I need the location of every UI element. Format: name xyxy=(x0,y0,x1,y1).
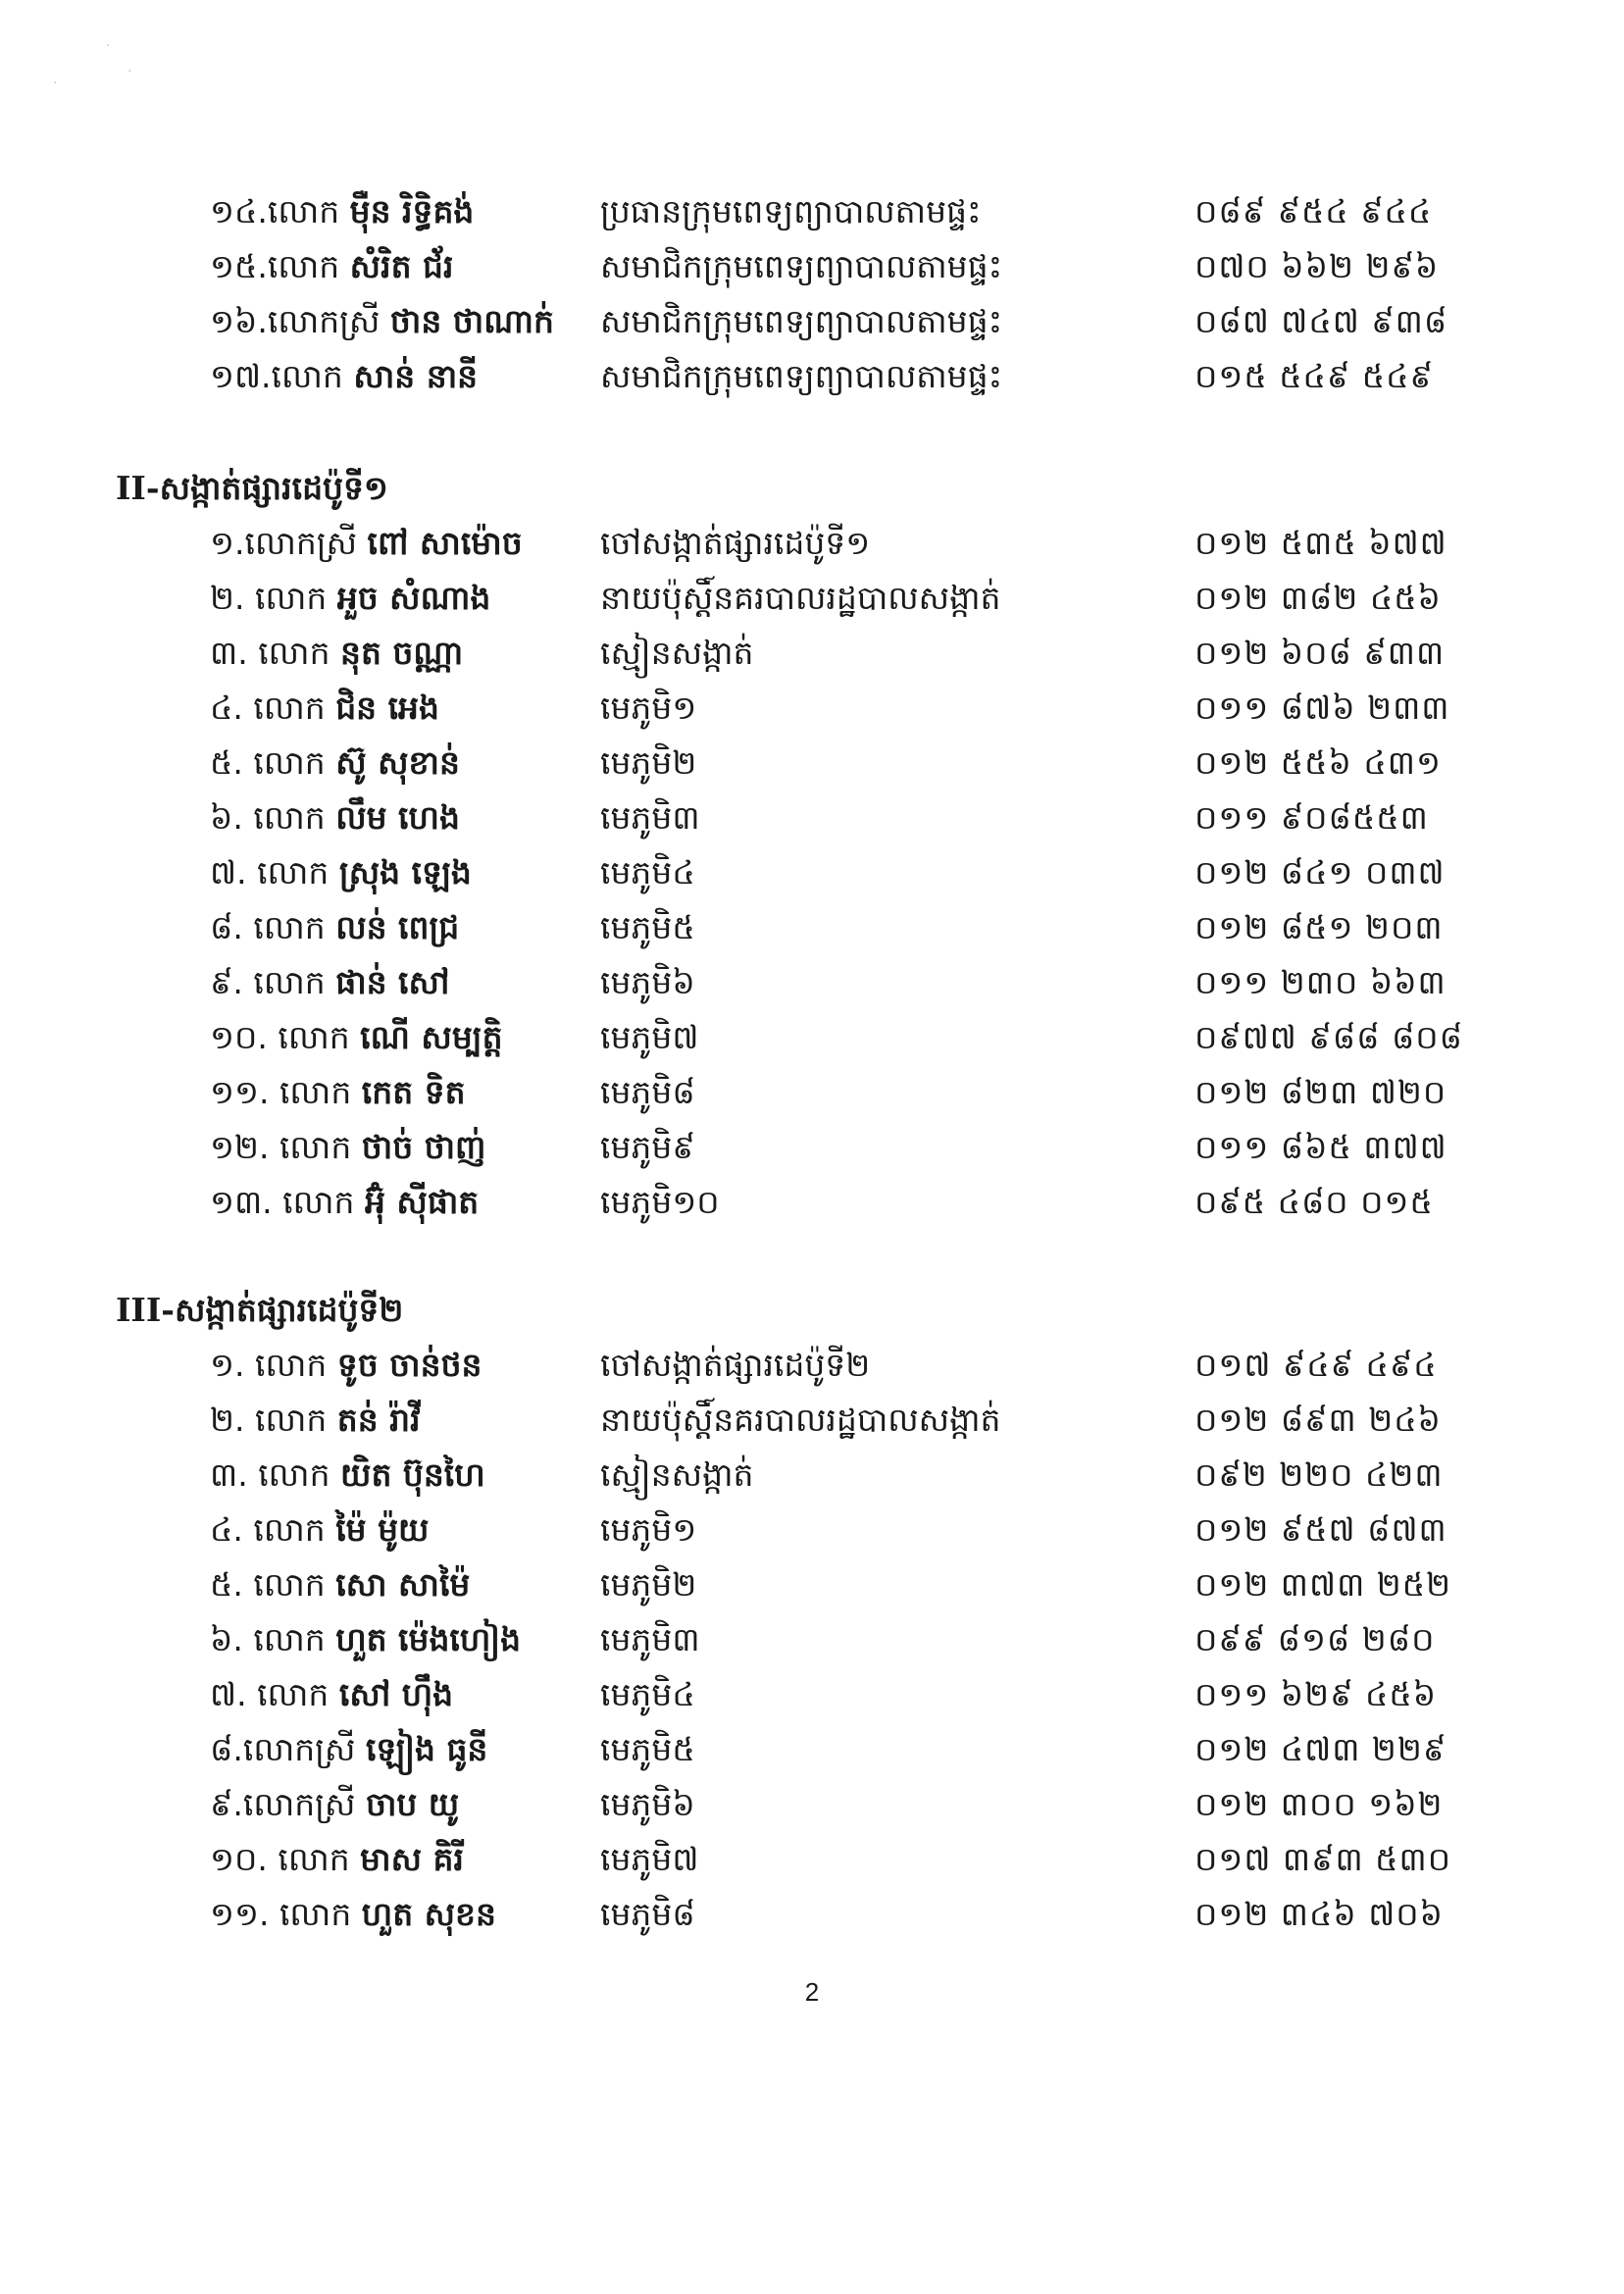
row-role: មេភូមិ៧ xyxy=(600,1018,699,1056)
row-title: លោក xyxy=(253,1620,326,1658)
row-phone: ០១១ ២៣០ ៦៦៣ xyxy=(1194,963,1446,1001)
row-role: មេភូមិ៤ xyxy=(600,853,695,892)
table-row xyxy=(0,1120,1624,1175)
row-title: លោក xyxy=(254,1401,328,1439)
row-number: ៩. xyxy=(210,963,243,1001)
row-title: លោក xyxy=(253,1565,326,1604)
row-number: ៨. xyxy=(210,908,243,946)
row-title: លោក xyxy=(253,743,326,782)
row-phone: ០១២ ៨៩៣ ២៤៦ xyxy=(1194,1401,1442,1439)
row-role: សមាជិកក្រុមពេទ្យព្យាបាលតាមផ្ទះ xyxy=(600,302,1003,340)
row-title: លោក xyxy=(282,1183,355,1221)
row-name: ថាន ថាណាក់ xyxy=(389,302,554,340)
row-name: លឹម ហេង xyxy=(335,798,460,837)
row-phone: ០៨៩ ៩៥៤ ៩៤៤ xyxy=(1194,192,1433,230)
row-name: កេត ទិត xyxy=(361,1073,466,1111)
row-number: ១៥. xyxy=(210,247,268,285)
table-row xyxy=(0,1612,1624,1667)
row-phone: ០១២ ៣៨២ ៤៥៦ xyxy=(1194,579,1442,617)
row-number: ១១. xyxy=(210,1895,270,1933)
row-title: លោកស្រី xyxy=(267,302,381,340)
table-row xyxy=(0,1175,1624,1230)
table-row xyxy=(0,184,1624,239)
table-row xyxy=(0,571,1624,626)
row-phone: ០១១ ៨៦៥ ៣៧៧ xyxy=(1194,1128,1447,1166)
table-row xyxy=(0,1722,1624,1777)
row-role: មេភូមិ១០ xyxy=(600,1183,720,1221)
row-name: អ៊ុំ ស៊ីផាត xyxy=(365,1183,480,1221)
row-role: មេភូមិ៨ xyxy=(600,1895,695,1933)
row-phone: ០១៧ ៣៩៣ ៥៣០ xyxy=(1194,1840,1452,1878)
row-title: លោក xyxy=(253,1510,326,1549)
row-title: លោក xyxy=(253,798,326,837)
row-phone: ០១២ ៣៧៣ ២៥២ xyxy=(1194,1565,1452,1604)
table-row xyxy=(0,1065,1624,1120)
row-number: ៣. xyxy=(210,1455,248,1494)
row-number: ១៣. xyxy=(210,1183,273,1221)
row-role: មេភូមិ៨ xyxy=(600,1073,695,1111)
row-name: ហួត ម៉េងហៀង xyxy=(335,1620,522,1658)
row-number: ៤. xyxy=(210,1510,243,1549)
row-phone: ០១១ ៩០៨៥៥៣ xyxy=(1194,798,1429,837)
row-role: មេភូមិ២ xyxy=(600,1565,697,1604)
row-name: ជិន អេង xyxy=(335,688,439,727)
row-role: ចៅសង្កាត់ផ្សារដេប៉ូទី១ xyxy=(600,524,871,562)
table-row xyxy=(0,239,1624,294)
row-role: ប្រធានក្រុមពេទ្យព្យាបាលតាមផ្ទះ xyxy=(600,192,982,230)
row-role: សមាជិកក្រុមពេទ្យព្យាបាលតាមផ្ទះ xyxy=(600,247,1003,285)
row-role: មេភូមិ៦ xyxy=(600,1785,695,1823)
row-name: ហួត សុខន xyxy=(361,1895,496,1933)
scan-speck: · xyxy=(106,38,111,54)
row-name: សោ សាម៉ៃ xyxy=(335,1565,471,1604)
row-name: ថាច់ ថាញ់ xyxy=(361,1128,486,1166)
row-role: មេភូមិ៦ xyxy=(600,963,695,1001)
row-number: ១. xyxy=(210,1346,245,1384)
row-phone: ០១២ ៣០០ ១៦២ xyxy=(1194,1785,1444,1823)
row-phone: ០១២ ៨៥១ ២០៣ xyxy=(1194,908,1444,946)
row-number: ១៤. xyxy=(210,192,268,230)
row-phone: ០១១ ៦២៩ ៤៥៦ xyxy=(1194,1675,1438,1713)
row-role: មេភូមិ៥ xyxy=(600,1730,695,1768)
row-phone: ០៨៧ ៧៤៧ ៩៣៨ xyxy=(1194,302,1448,340)
table-row xyxy=(0,736,1624,790)
row-title: លោក xyxy=(278,1840,350,1878)
row-number: ១០. xyxy=(210,1840,268,1878)
table-row xyxy=(0,1393,1624,1448)
row-number: ៤. xyxy=(210,688,243,727)
row-title: លោក xyxy=(254,1346,328,1384)
row-name: សាន់ នានី xyxy=(353,357,479,395)
row-number: ៣. xyxy=(210,634,248,672)
row-title: លោក xyxy=(267,247,340,285)
row-role: មេភូមិ៣ xyxy=(600,1620,700,1658)
row-title: លោក xyxy=(267,192,340,230)
row-name: សំរិត ជ័រ xyxy=(349,247,454,285)
row-number: ១. xyxy=(210,524,245,562)
row-role: មេភូមិ៣ xyxy=(600,798,700,837)
row-role: នាយប៉ុស្តិ៍នគរបាលរដ្ឋបាលសង្កាត់ xyxy=(600,579,1001,617)
table-row xyxy=(0,516,1624,571)
row-title: លោក xyxy=(254,579,328,617)
row-number: ៨. xyxy=(210,1730,243,1768)
row-phone: ០៧០ ៦៦២ ២៩៦ xyxy=(1194,247,1440,285)
table-row xyxy=(0,349,1624,404)
table-row xyxy=(0,900,1624,955)
row-name: ចាប យូ xyxy=(365,1785,460,1823)
row-phone: ០៩២ ២២០ ៤២៣ xyxy=(1194,1455,1444,1494)
row-title: លោក xyxy=(253,908,326,946)
row-name: ផាន់ សៅ xyxy=(335,963,450,1001)
row-role: នាយប៉ុស្តិ៍នគរបាលរដ្ឋបាលសង្កាត់ xyxy=(600,1401,1001,1439)
row-title: លោក xyxy=(271,357,343,395)
row-number: ១១. xyxy=(210,1073,270,1111)
row-name: សៅ ហ៊ឹង xyxy=(338,1675,454,1713)
section-heading: II-សង្កាត់ផ្សារដេប៉ូទី១ xyxy=(116,469,388,507)
row-name: ស៊ូ សុខាន់ xyxy=(335,743,460,782)
row-role: មេភូមិ២ xyxy=(600,743,697,782)
row-title: លោក xyxy=(279,1073,352,1111)
table-row xyxy=(0,1448,1624,1503)
row-number: ៦. xyxy=(210,798,243,837)
row-title: លោកស្រី xyxy=(242,1730,356,1768)
table-row xyxy=(0,1667,1624,1722)
row-title: លោក xyxy=(278,1018,350,1056)
row-phone: ០១២ ៥៣៥ ៦៧៧ xyxy=(1194,524,1447,562)
row-phone: ០១៧ ៩៤៩ ៤៩៤ xyxy=(1194,1346,1438,1384)
row-name: ពៅ សាម៉ោច xyxy=(367,524,523,562)
row-phone: ០១២ ៣៤៦ ៧០៦ xyxy=(1194,1895,1445,1933)
row-phone: ០១២ ៦០៨ ៩៣៣ xyxy=(1194,634,1446,672)
row-role: មេភូមិ៤ xyxy=(600,1675,695,1713)
row-role: ស្មៀនសង្កាត់ xyxy=(600,634,754,672)
row-title: លោក xyxy=(253,688,326,727)
row-number: ៦. xyxy=(210,1620,243,1658)
table-row xyxy=(0,845,1624,900)
row-number: ៥. xyxy=(210,1565,243,1604)
row-name: យិត ប៊ុនហៃ xyxy=(340,1455,485,1494)
table-row xyxy=(0,1503,1624,1557)
table-row xyxy=(0,1557,1624,1612)
row-phone: ០៩៧៧ ៩៨៨ ៨០៨ xyxy=(1194,1018,1464,1056)
table-row xyxy=(0,294,1624,349)
table-row xyxy=(0,955,1624,1010)
row-number: ៧. xyxy=(210,853,247,892)
table-row xyxy=(0,1338,1624,1393)
row-number: ២. xyxy=(210,579,245,617)
table-row xyxy=(0,626,1624,681)
row-number: ១២. xyxy=(210,1128,270,1166)
row-role: មេភូមិ៥ xyxy=(600,908,695,946)
row-name: មាស គិរី xyxy=(360,1840,464,1878)
row-title: លោក xyxy=(257,853,330,892)
row-name: តន់ រ៉ាវី xyxy=(336,1401,421,1439)
table-row xyxy=(0,681,1624,736)
row-title: លោក xyxy=(253,963,326,1001)
row-number: ១៦. xyxy=(210,302,268,340)
row-number: ១៧. xyxy=(210,357,272,395)
row-phone: ០១២ ៤៧៣ ២២៩ xyxy=(1194,1730,1447,1768)
row-name: លន់ ពេជ្រ xyxy=(335,908,460,946)
row-role: សមាជិកក្រុមពេទ្យព្យាបាលតាមផ្ទះ xyxy=(600,357,1003,395)
row-title: លោក xyxy=(258,1455,330,1494)
row-role: មេភូមិ៩ xyxy=(600,1128,695,1166)
row-name: ម៉ៃ ម៉ូយ xyxy=(335,1510,430,1549)
row-phone: ០១២ ៨៤១ ០៣៧ xyxy=(1194,853,1446,892)
row-name: ណើ សម្បត្តិ xyxy=(360,1018,503,1056)
row-number: ២. xyxy=(210,1401,245,1439)
row-role: មេភូមិ១ xyxy=(600,688,697,727)
row-phone: ០១២ ៥៥៦ ៤៣១ xyxy=(1194,743,1442,782)
row-name: នុត ចណ្ណា xyxy=(340,634,464,672)
row-title: លោកស្រី xyxy=(244,524,358,562)
section-heading: III-សង្កាត់ផ្សារដេប៉ូទី២ xyxy=(116,1291,404,1329)
row-name: អួច សំណាង xyxy=(336,579,491,617)
scan-speck: · xyxy=(127,64,132,79)
row-number: ៩. xyxy=(210,1785,243,1823)
row-phone: ០១២ ៩៥៧ ៨៧៣ xyxy=(1194,1510,1447,1549)
table-row xyxy=(0,1777,1624,1832)
row-title: លោក xyxy=(279,1895,352,1933)
row-name: ឡៀង ធូនី xyxy=(365,1730,488,1768)
row-title: លោក xyxy=(257,1675,330,1713)
row-number: ១០. xyxy=(210,1018,268,1056)
row-phone: ០៩៩ ៨១៨ ២៨០ xyxy=(1194,1620,1436,1658)
row-phone: ០១១ ៨៧៦ ២៣៣ xyxy=(1194,688,1450,727)
row-role: មេភូមិ៧ xyxy=(600,1840,699,1878)
row-name: ម៉ឺន រិទ្ធិគង់ xyxy=(349,192,475,230)
row-phone: ០១២ ៨២៣ ៧២០ xyxy=(1194,1073,1447,1111)
row-title: លោក xyxy=(279,1128,352,1166)
row-role: ចៅសង្កាត់ផ្សារដេប៉ូទី២ xyxy=(600,1346,871,1384)
row-number: ៥. xyxy=(210,743,243,782)
page-number: 2 xyxy=(804,1977,820,2007)
row-title: លោកស្រី xyxy=(242,1785,356,1823)
table-row xyxy=(0,1832,1624,1887)
row-phone: ០១៥ ៥៤៩ ៥៤៩ xyxy=(1194,357,1434,395)
row-role: ស្មៀនសង្កាត់ xyxy=(600,1455,754,1494)
row-title: លោក xyxy=(258,634,330,672)
table-row xyxy=(0,1887,1624,1942)
row-number: ៧. xyxy=(210,1675,247,1713)
table-row xyxy=(0,1010,1624,1065)
row-role: មេភូមិ១ xyxy=(600,1510,697,1549)
row-name: ស្រុង ឡេង xyxy=(338,853,472,892)
row-phone: ០៩៥ ៤៨០ ០១៥ xyxy=(1194,1183,1434,1221)
scan-speck: · xyxy=(53,76,58,91)
table-row xyxy=(0,790,1624,845)
row-name: ទូច ចាន់ថន xyxy=(336,1346,482,1384)
